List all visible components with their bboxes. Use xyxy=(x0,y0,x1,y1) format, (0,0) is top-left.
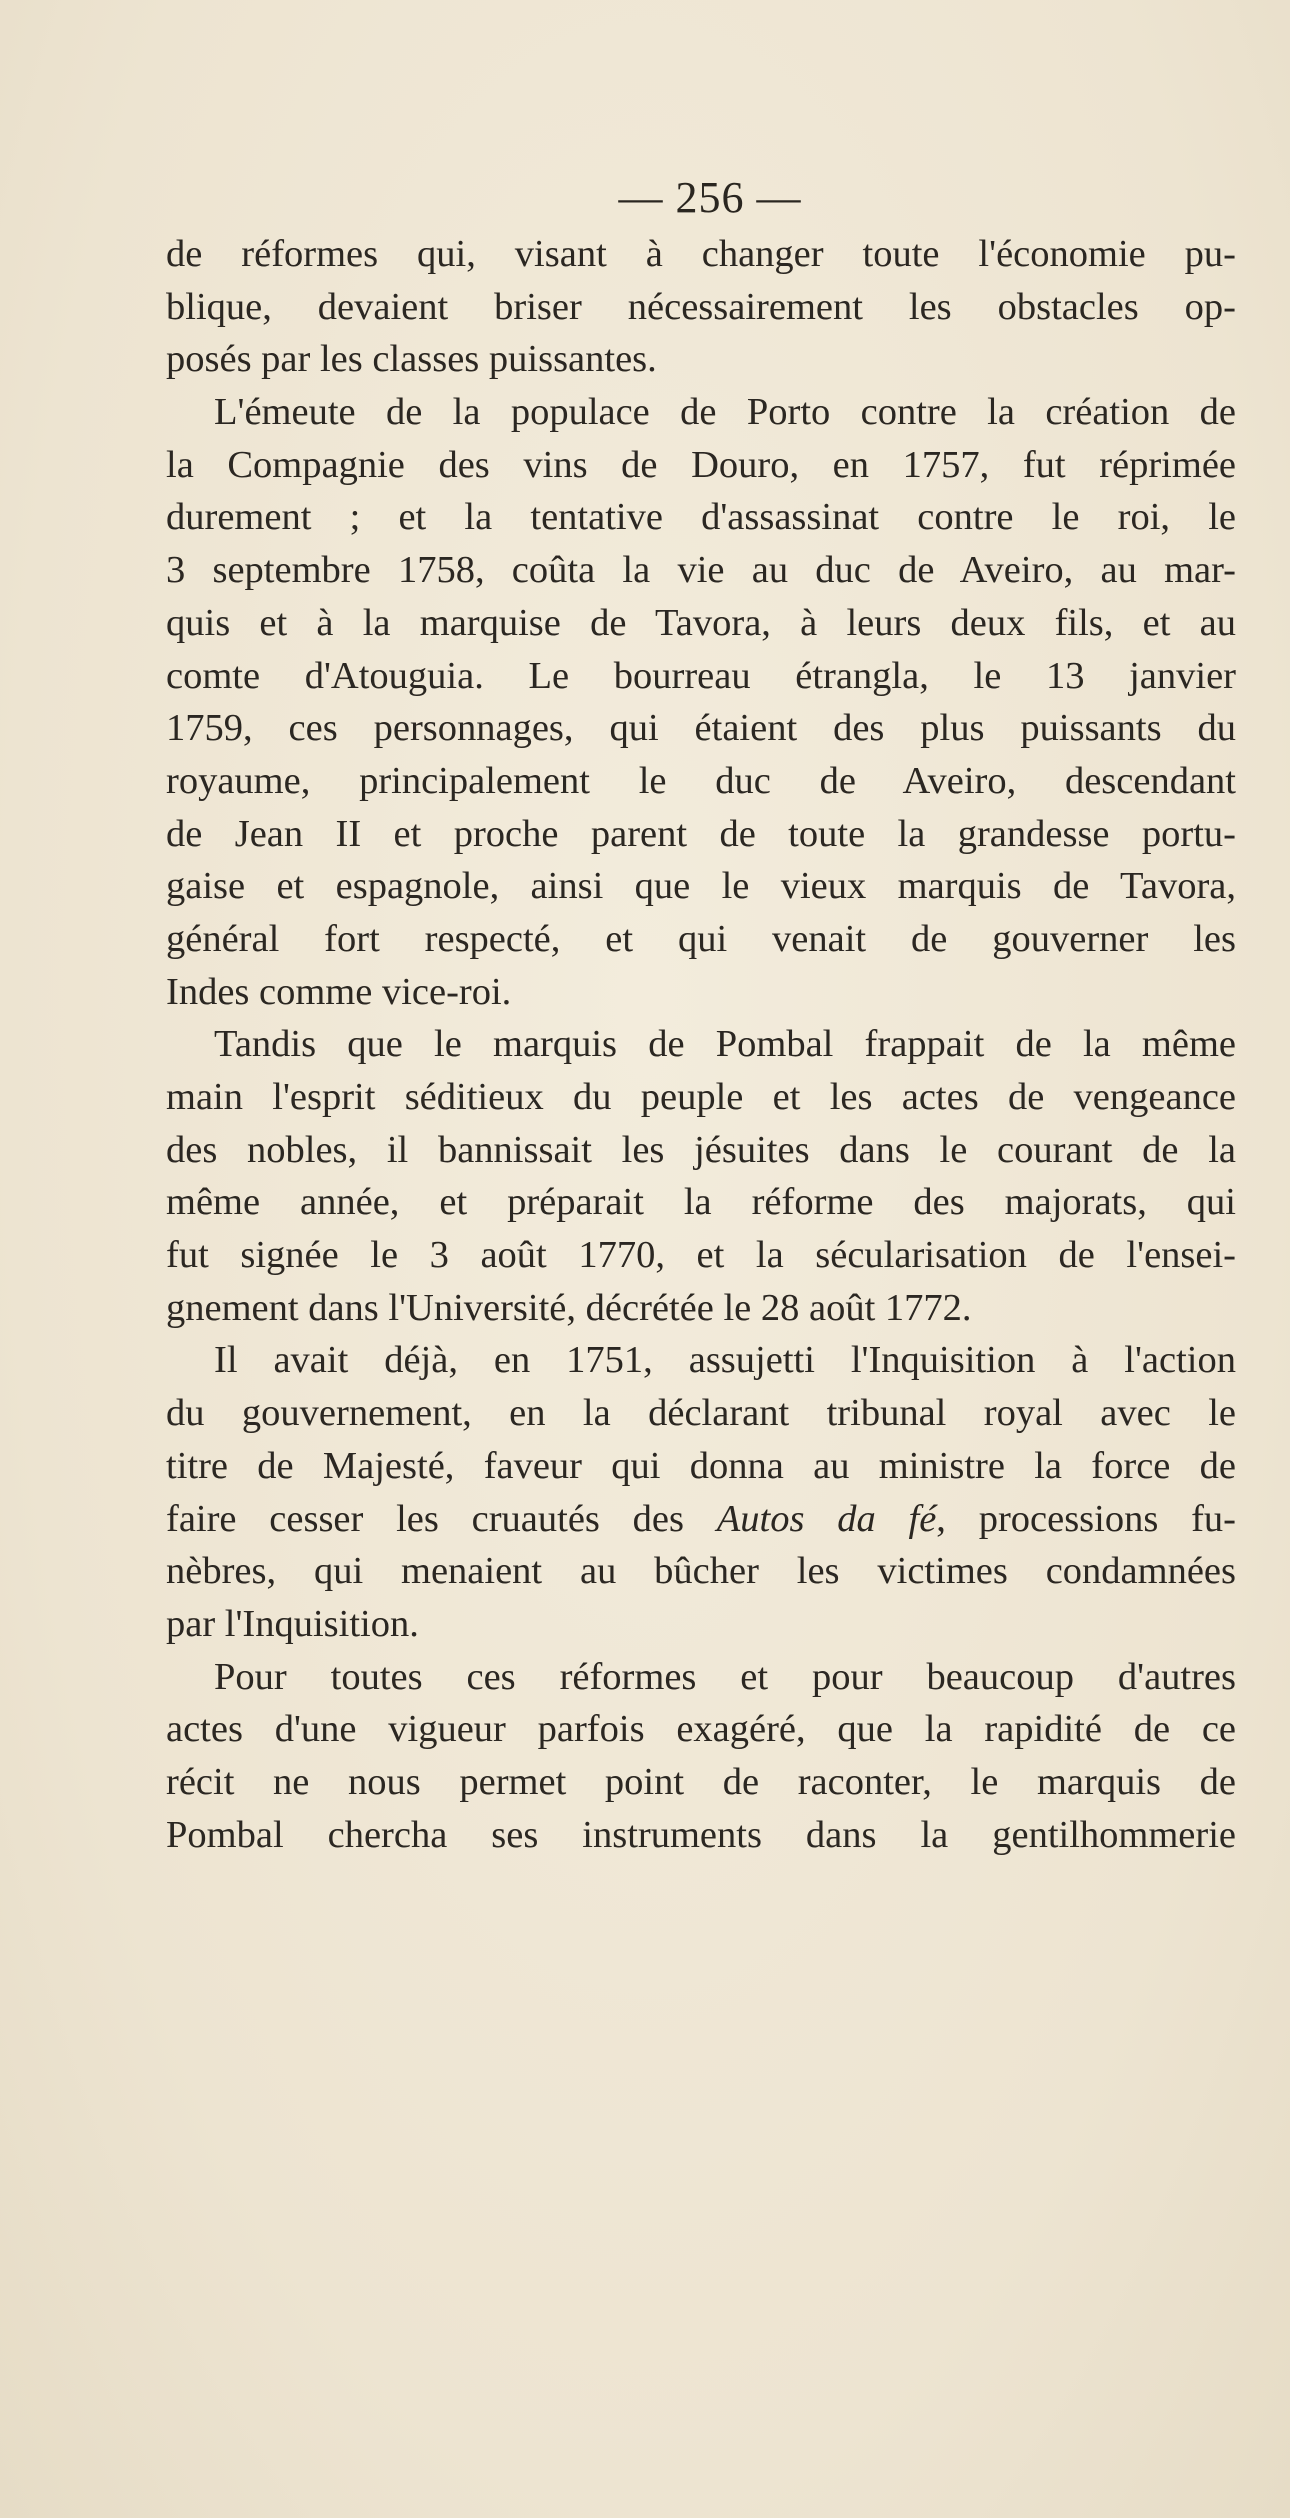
italic-phrase: Autos da fé xyxy=(716,1497,937,1540)
text-line: posés par les classes puissantes. xyxy=(166,338,657,381)
text-line: Il avait déjà, en 1751, assujetti l'Inquisition à l'action xyxy=(214,1339,1236,1382)
text-line: de Jean II et proche parent de toute la grandesse portu- xyxy=(166,812,1236,855)
text-line: blique, devaient briser nécessairement les obstacles op- xyxy=(166,285,1236,328)
text-line: 3 septembre 1758, coûta la vie au duc de Aveiro, au mar- xyxy=(166,549,1236,592)
text-line: par l'Inquisition. xyxy=(166,1602,419,1645)
text-line: Pour toutes ces réformes et pour beaucoup d'autres xyxy=(214,1655,1236,1698)
text-line: fut signée le 3 août 1770, et la sécularisation de l'ensei- xyxy=(166,1234,1236,1277)
text-line: quis et à la marquise de Tavora, à leurs deux fils, et au xyxy=(166,601,1236,644)
text-line: la Compagnie des vins de Douro, en 1757, fut réprimée xyxy=(166,443,1236,486)
text-line: gnement dans l'Université, décrétée le 28 août 1772. xyxy=(166,1286,972,1329)
text-line: Pombal chercha ses instruments dans la gentilhommerie xyxy=(166,1813,1236,1856)
text-line-end: , processions fu- xyxy=(936,1497,1236,1540)
text-line: comte d'Atouguia. Le bourreau étrangla, le 13 janvier xyxy=(166,654,1236,697)
text-line: général fort respecté, et qui venait de gouverner les xyxy=(166,917,1236,960)
text-line: de réformes qui, visant à changer toute l'économie pu- xyxy=(166,233,1236,275)
text-line: Indes comme vice-roi. xyxy=(166,970,512,1013)
text-line: nèbres, qui menaient au bûcher les victimes condamnées xyxy=(166,1550,1236,1593)
page-number: — 256 — xyxy=(618,173,802,222)
body-text xyxy=(166,228,1236,1861)
text-line: 1759, ces personnages, qui étaient des plus puissants du xyxy=(166,707,1236,750)
text-line xyxy=(166,1493,1236,1546)
text-line: des nobles, il bannissait les jésuites dans le courant de la xyxy=(166,1128,1236,1171)
text-line: du gouvernement, en la déclarant tribunal royal avec le xyxy=(166,1392,1236,1435)
text-line: actes d'une vigueur parfois exagéré, que la rapidité de ce xyxy=(166,1708,1236,1751)
text-line: gaise et espagnole, ainsi que le vieux marquis de Tavora, xyxy=(166,865,1236,908)
text-line: récit ne nous permet point de raconter, le marquis de xyxy=(166,1760,1236,1803)
text-line-start: faire cesser les cruautés des xyxy=(166,1497,717,1540)
text-line: titre de Majesté, faveur qui donna au ministre la force de xyxy=(166,1444,1236,1487)
text-line: Tandis que le marquis de Pombal frappait de la même xyxy=(214,1023,1236,1066)
text-line: L'émeute de la populace de Porto contre la création de xyxy=(214,391,1236,434)
text-line: durement ; et la tentative d'assassinat contre le roi, le xyxy=(166,496,1236,539)
text-line: main l'esprit séditieux du peuple et les actes de vengeance xyxy=(166,1076,1236,1118)
text-line: royaume, principalement le duc de Aveiro, descendant xyxy=(166,759,1236,802)
text-line: même année, et préparait la réforme des majorats, qui xyxy=(166,1181,1236,1224)
